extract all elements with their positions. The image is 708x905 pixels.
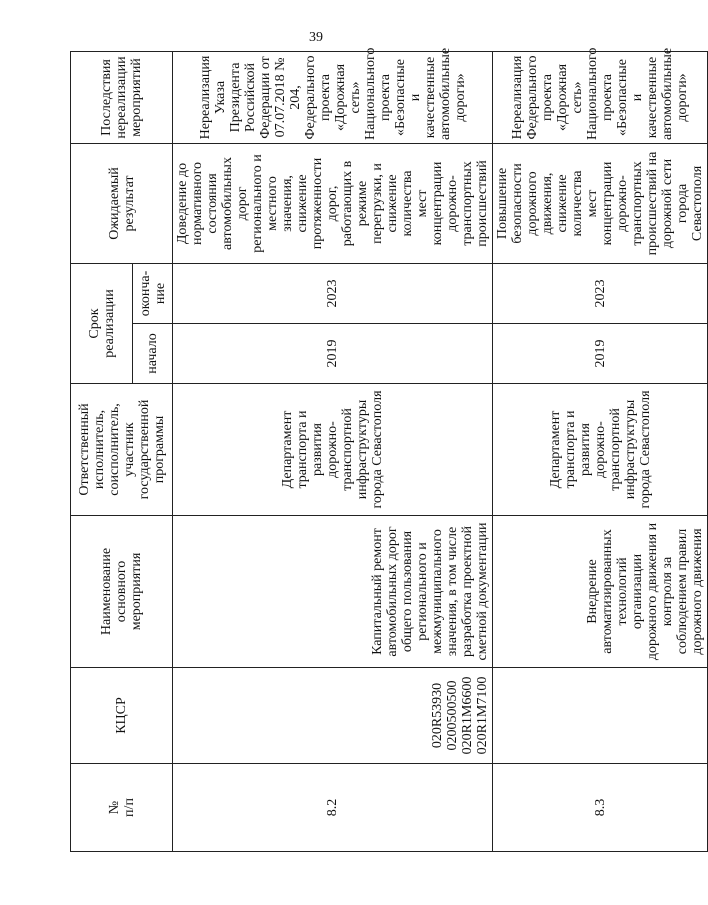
- row-activity-name: Внедрение автоматизированных технологий организации дорожного движения и контроля за соблюдением правил дорожного движения: [493, 516, 708, 668]
- row-responsible: Департамент транспорта и развития дорожно- транспортной инфраструктуры города Севастополя: [173, 384, 493, 516]
- header-period: Срок реализации: [71, 263, 133, 383]
- row-consequences: Нереализация Федерального проекта «Дорожная сеть» Национального проекта «Безопасные и качественные автомобильные дороги»: [493, 51, 708, 143]
- header-start: начало: [133, 324, 173, 384]
- table-row: [493, 51, 708, 851]
- row-start: 2019: [173, 324, 493, 384]
- header-expected-result: Ожидаемый результат: [71, 143, 173, 263]
- program-activities-table: [70, 47, 708, 852]
- header-num: № п/п: [71, 764, 173, 852]
- table-row: [173, 51, 493, 851]
- row-start: 2019: [493, 324, 708, 384]
- page-number: 39: [309, 30, 323, 45]
- header-kcsr: КЦСР: [71, 668, 173, 764]
- row-num: 8.2: [173, 764, 493, 852]
- row-num: 8.3: [493, 764, 708, 852]
- row-activity-name: Капитальный ремонт автомобильных дорог общего пользования регионального и межмуниципального значения, в том числе разработка проектной сметной документации: [173, 516, 493, 668]
- row-kcsr: 020R53930 0200500500 020R1M6600 020R1M7100: [173, 668, 493, 764]
- row-kcsr: [493, 668, 708, 764]
- header-end: оконча- ние: [133, 263, 173, 323]
- header-consequences: Последствия нереализации мероприятий: [71, 51, 173, 143]
- row-consequences: Нереализация Указа Президента Российской Федерации от 07.07.2018 № 204, Федерального проекта «Дорожная сеть» Национального проекта «Безопасные и качественные автомобильные дороги»: [173, 51, 493, 143]
- header-responsible: Ответственный исполнитель, соисполнитель, участник государственной программы: [71, 384, 173, 516]
- row-responsible: Департамент транспорта и развития дорожно- транспортной инфраструктуры города Севастополя: [493, 384, 708, 516]
- table-header-row: [71, 51, 133, 851]
- row-end: 2023: [173, 263, 493, 323]
- row-expected-result: Доведение до нормативного состояния автомобильных дорог регионального и местного значения, снижение протяженности дорог, работающих в режиме перегрузки, и снижение количества мест концентрации дорожно- транспортных происшествий: [173, 143, 493, 263]
- header-activity-name: Наименование основного мероприятия: [71, 516, 173, 668]
- rotated-table-container: [70, 47, 705, 852]
- row-end: 2023: [493, 263, 708, 323]
- row-expected-result: Повышение безопасности дорожного движения, снижение количества мест концентрации дорожно- транспортных происшествий на дорожной сети города Севастополя: [493, 143, 708, 263]
